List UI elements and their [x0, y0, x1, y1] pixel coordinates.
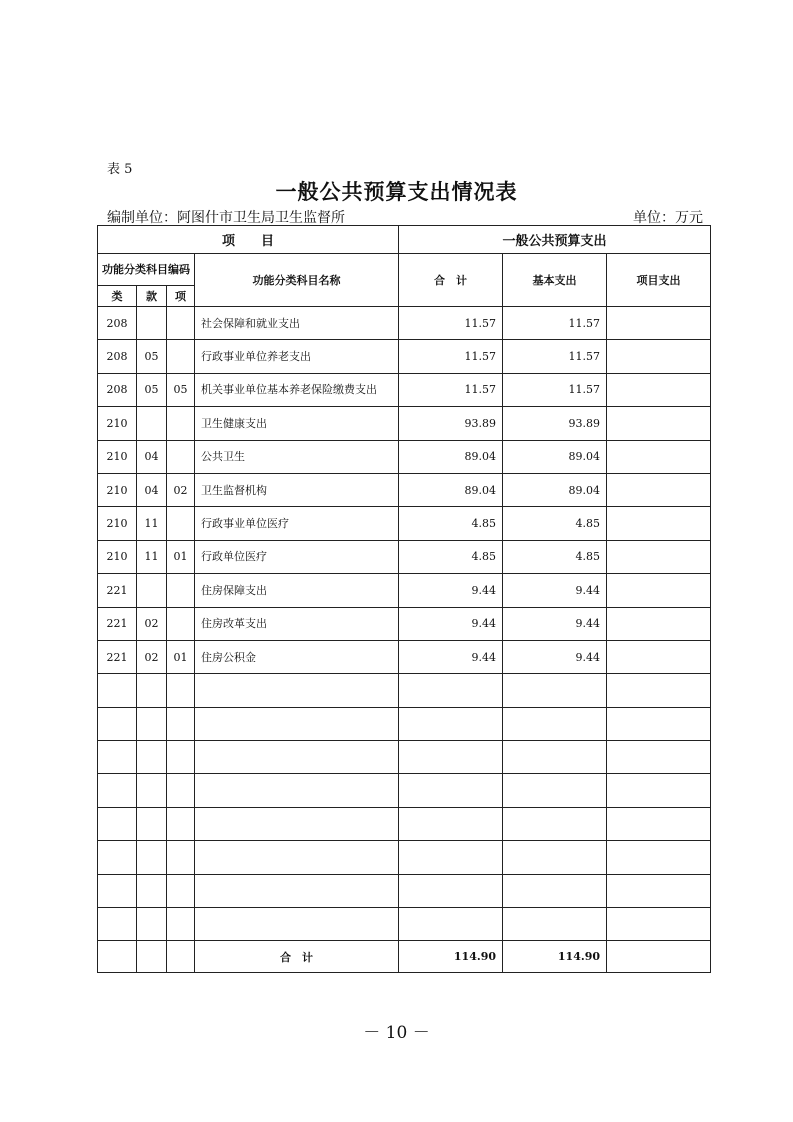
- name-cell: 卫生监督机构: [195, 473, 399, 506]
- table-row: [98, 340, 711, 373]
- xiang-cell: 01: [167, 640, 195, 673]
- lei-cell: 208: [98, 373, 137, 406]
- kuan-cell: [137, 707, 167, 740]
- project-cell: [607, 874, 711, 907]
- kuan-cell: 05: [137, 340, 167, 373]
- project-cell: [607, 574, 711, 607]
- lei-cell: 221: [98, 607, 137, 640]
- project-cell: [607, 540, 711, 573]
- lei-cell: [98, 707, 137, 740]
- total-cell: [399, 908, 503, 941]
- total-cell: 9.44: [399, 607, 503, 640]
- header-row-2: [98, 254, 711, 286]
- xiang-cell: [167, 807, 195, 840]
- xiang-cell: [167, 741, 195, 774]
- lei-cell: 208: [98, 307, 137, 340]
- table-row: [98, 307, 711, 340]
- xiang-cell: 02: [167, 473, 195, 506]
- project-cell: [607, 307, 711, 340]
- project-cell: [607, 407, 711, 440]
- grand-total-row: [98, 941, 711, 973]
- kuan-cell: [137, 908, 167, 941]
- table-row: [98, 774, 711, 807]
- kuan-cell: [137, 674, 167, 707]
- project-cell: [607, 507, 711, 540]
- name-cell: 卫生健康支出: [195, 407, 399, 440]
- table-row: [98, 640, 711, 673]
- project-cell: [607, 741, 711, 774]
- name-cell: 行政单位医疗: [195, 540, 399, 573]
- header-general-budget: 一般公共预算支出: [399, 226, 711, 254]
- table-row: [98, 373, 711, 406]
- total-cell: [399, 674, 503, 707]
- page-title: 一般公共预算支出情况表: [275, 179, 518, 204]
- basic-cell: 4.85: [503, 540, 607, 573]
- name-cell: [195, 741, 399, 774]
- kuan-cell: [137, 774, 167, 807]
- xiang-cell: [167, 574, 195, 607]
- xiang-cell: [167, 607, 195, 640]
- header-row-1: [98, 226, 711, 254]
- name-cell: 住房公积金: [195, 640, 399, 673]
- xiang-cell: [167, 874, 195, 907]
- lei-cell: [98, 807, 137, 840]
- table-row: [98, 908, 711, 941]
- kuan-cell: 04: [137, 473, 167, 506]
- page-number: － 10 －: [363, 1023, 430, 1043]
- lei-cell: 210: [98, 440, 137, 473]
- table-row: [98, 540, 711, 573]
- basic-cell: 11.57: [503, 340, 607, 373]
- total-cell: [399, 741, 503, 774]
- table-row: [98, 507, 711, 540]
- lei-cell: 210: [98, 473, 137, 506]
- kuan-cell: 11: [137, 507, 167, 540]
- table-row: [98, 407, 711, 440]
- xiang-cell: [167, 307, 195, 340]
- basic-cell: 4.85: [503, 507, 607, 540]
- basic-cell: [503, 908, 607, 941]
- lei-cell: 221: [98, 574, 137, 607]
- budget-table: [97, 225, 711, 973]
- name-cell: 住房改革支出: [195, 607, 399, 640]
- basic-cell: 9.44: [503, 607, 607, 640]
- xiang-cell: [167, 507, 195, 540]
- xiang-cell: [167, 908, 195, 941]
- table-label: 表 5: [107, 162, 133, 177]
- total-cell: 11.57: [399, 307, 503, 340]
- xiang-cell: [167, 707, 195, 740]
- kuan-cell: [137, 741, 167, 774]
- total-cell: 93.89: [399, 407, 503, 440]
- lei-cell: 208: [98, 340, 137, 373]
- grand-total-amount: 114.90: [399, 941, 503, 973]
- total-cell: 89.04: [399, 473, 503, 506]
- lei-cell: [98, 674, 137, 707]
- total-cell: 4.85: [399, 507, 503, 540]
- name-cell: 社会保障和就业支出: [195, 307, 399, 340]
- total-cell: [399, 807, 503, 840]
- table-row: [98, 473, 711, 506]
- xiang-cell: 05: [167, 373, 195, 406]
- project-cell: [607, 807, 711, 840]
- xiang-cell: [167, 674, 195, 707]
- total-cell: 11.57: [399, 340, 503, 373]
- table-row: [98, 607, 711, 640]
- kuan-cell: [137, 841, 167, 874]
- xiang-cell: [167, 407, 195, 440]
- kuan-cell: 11: [137, 540, 167, 573]
- total-cell: 9.44: [399, 574, 503, 607]
- table-row: [98, 841, 711, 874]
- lei-cell: [98, 908, 137, 941]
- kuan-cell: [137, 407, 167, 440]
- project-cell: [607, 707, 711, 740]
- basic-cell: [503, 674, 607, 707]
- xiang-cell: [167, 841, 195, 874]
- grand-total-label: 合 计: [195, 941, 399, 973]
- total-cell: [399, 841, 503, 874]
- basic-cell: [503, 874, 607, 907]
- name-cell: 行政事业单位养老支出: [195, 340, 399, 373]
- table-row: [98, 707, 711, 740]
- total-cell: [399, 774, 503, 807]
- header-xiang: 项: [167, 286, 195, 307]
- project-cell: [607, 640, 711, 673]
- lei-cell: 210: [98, 507, 137, 540]
- table-row: [98, 807, 711, 840]
- name-cell: [195, 807, 399, 840]
- name-cell: 行政事业单位医疗: [195, 507, 399, 540]
- xiang-cell: [167, 440, 195, 473]
- kuan-cell: [137, 807, 167, 840]
- basic-cell: [503, 841, 607, 874]
- xiang-cell: [167, 340, 195, 373]
- lei-cell: 210: [98, 407, 137, 440]
- total-cell: 11.57: [399, 373, 503, 406]
- total-lei-cell: [98, 941, 137, 973]
- basic-cell: 11.57: [503, 307, 607, 340]
- compiling-unit: 编制单位：阿图什市卫生局卫生监督所: [107, 210, 345, 226]
- name-cell: [195, 874, 399, 907]
- basic-cell: 89.04: [503, 473, 607, 506]
- lei-cell: [98, 741, 137, 774]
- total-xiang-cell: [167, 941, 195, 973]
- kuan-cell: 04: [137, 440, 167, 473]
- basic-cell: 89.04: [503, 440, 607, 473]
- basic-cell: 11.57: [503, 373, 607, 406]
- table-row: [98, 674, 711, 707]
- total-cell: 4.85: [399, 540, 503, 573]
- table-row: [98, 440, 711, 473]
- name-cell: [195, 674, 399, 707]
- grand-total-project: [607, 941, 711, 973]
- total-cell: 9.44: [399, 640, 503, 673]
- name-cell: [195, 841, 399, 874]
- header-item: 项 目: [98, 226, 399, 254]
- lei-cell: [98, 774, 137, 807]
- project-cell: [607, 674, 711, 707]
- basic-cell: 9.44: [503, 640, 607, 673]
- table-row: [98, 741, 711, 774]
- basic-cell: 93.89: [503, 407, 607, 440]
- total-cell: [399, 707, 503, 740]
- name-cell: 公共卫生: [195, 440, 399, 473]
- project-cell: [607, 774, 711, 807]
- total-kuan-cell: [137, 941, 167, 973]
- header-total: 合 计: [399, 254, 503, 307]
- basic-cell: 9.44: [503, 574, 607, 607]
- header-lei: 类: [98, 286, 137, 307]
- basic-cell: [503, 707, 607, 740]
- total-cell: [399, 874, 503, 907]
- name-cell: [195, 908, 399, 941]
- project-cell: [607, 908, 711, 941]
- header-kuan: 款: [137, 286, 167, 307]
- xiang-cell: 01: [167, 540, 195, 573]
- kuan-cell: [137, 574, 167, 607]
- total-cell: 89.04: [399, 440, 503, 473]
- project-cell: [607, 373, 711, 406]
- kuan-cell: 05: [137, 373, 167, 406]
- lei-cell: 221: [98, 640, 137, 673]
- kuan-cell: [137, 874, 167, 907]
- table-body: [98, 307, 711, 941]
- name-cell: [195, 707, 399, 740]
- lei-cell: [98, 874, 137, 907]
- project-cell: [607, 607, 711, 640]
- xiang-cell: [167, 774, 195, 807]
- grand-total-basic: 114.90: [503, 941, 607, 973]
- header-name: 功能分类科目名称: [195, 254, 399, 307]
- table-row: [98, 874, 711, 907]
- name-cell: 住房保障支出: [195, 574, 399, 607]
- name-cell: [195, 774, 399, 807]
- currency-unit: 单位：万元: [633, 210, 703, 226]
- project-cell: [607, 473, 711, 506]
- header-basic: 基本支出: [503, 254, 607, 307]
- basic-cell: [503, 774, 607, 807]
- project-cell: [607, 841, 711, 874]
- lei-cell: [98, 841, 137, 874]
- header-code-group: 功能分类科目编码: [98, 254, 195, 286]
- kuan-cell: 02: [137, 640, 167, 673]
- table-row: [98, 574, 711, 607]
- kuan-cell: [137, 307, 167, 340]
- basic-cell: [503, 741, 607, 774]
- basic-cell: [503, 807, 607, 840]
- project-cell: [607, 440, 711, 473]
- name-cell: 机关事业单位基本养老保险缴费支出: [195, 373, 399, 406]
- lei-cell: 210: [98, 540, 137, 573]
- header-project: 项目支出: [607, 254, 711, 307]
- kuan-cell: 02: [137, 607, 167, 640]
- project-cell: [607, 340, 711, 373]
